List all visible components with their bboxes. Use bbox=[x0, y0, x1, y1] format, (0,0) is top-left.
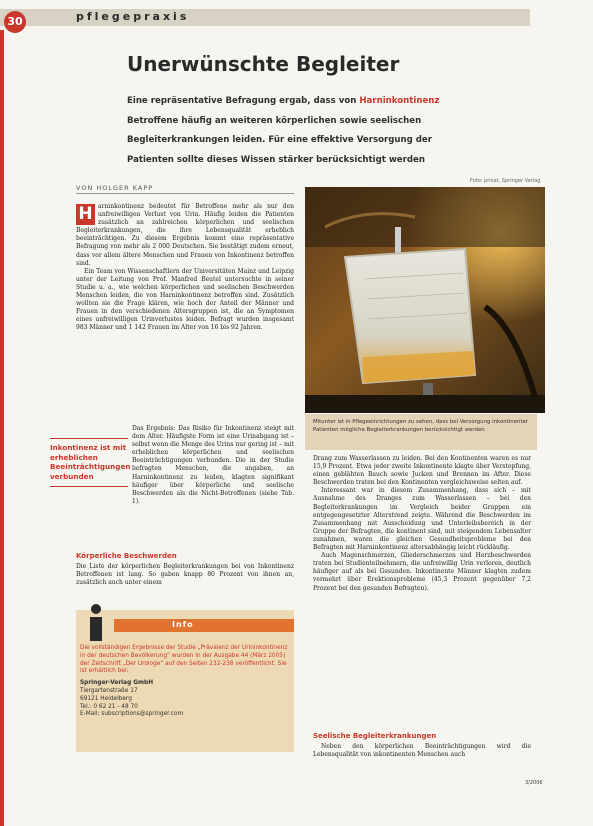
article-title: Unerwünschte Begleiter bbox=[127, 52, 400, 76]
info-phone: Tel.: 0 62 21 - 48 70 bbox=[80, 703, 138, 710]
info-title: Info bbox=[172, 620, 194, 629]
info-body bbox=[80, 645, 290, 719]
byline: VON HOLGER KAPP bbox=[76, 184, 154, 192]
info-street: Tiergartenstraße 17 bbox=[80, 687, 138, 694]
info-city: 69121 Heidelberg bbox=[80, 695, 132, 702]
issue-number: 3/2006 bbox=[525, 780, 543, 786]
paragraph-2: Ein Team von Wissenschaftlern der Universitäten Mainz und Leipzig unter der Leitung von Prof. Manfred Beutel untersuchte in seiner Studie u. a., wie welchen körperlichen und seelischen Beschwerden Menschen leiden, die von Harninkontinenz betroffen sind. Zusätzlich wollten sie die Frage klären, wie hoch der Anteil der Männer und Frauen in den verschiedenen Altersgruppen ist, die an Symptomen eines unfreiwilligen Urinverlustes leiden. Befragt wurden insgesamt 983 Männer und 1 142 Frauen im Alter von 16 bis 92 Jahren. bbox=[76, 267, 294, 332]
section-title: pflegepraxis bbox=[76, 10, 190, 23]
paragraph-5: Drang zum Wasserlassen zu leiden. Bei den Kontinenten waren es nur 15,9 Prozent. Etwa jeder zweite Inkontinente klagte über Verstopfung, einen geblähten Bauch sowie Jucken und Brennen im After. Diese Beschwerden traten bei den Kontinenten vergleichsweise selten auf. bbox=[313, 455, 531, 487]
info-header-bar bbox=[114, 619, 294, 632]
photo-credit: Foto: privat, Springer Verlag bbox=[470, 178, 541, 184]
lead-text-1: Eine repräsentative Befragung ergab, dass von bbox=[127, 96, 360, 106]
paragraph-7: Auch Magenschmerzen, Gliederschmerzen und Herzbeschwerden traten bei Studienteilnehmern, die unfreiwillig Urin verloren, deutlich häufiger auf als bei Gesunden. Inkontinente Männer klagten zudem vermehrt über Erektionsprobleme (45,3 Prozent gegenüber 7,2 Prozent bei den gesunden Befragten). bbox=[313, 552, 531, 592]
article-lead bbox=[127, 92, 472, 170]
info-email[interactable]: E-Mail: subscriptions@springer.com bbox=[80, 711, 184, 718]
pullquote: Inkontinenz ist mit erheblichen Beeinträchtigungen verbunden bbox=[50, 443, 131, 481]
lead-highlight: Harninkontinenz bbox=[359, 96, 440, 106]
column-1-end bbox=[76, 563, 294, 587]
paragraph-1: arninkontinenz bedeutet für Betroffene mehr als nur den unfreiwilligen Verlust von Urin. Häufig leiden die Patienten zusätzlich an zahlreichen körperlichen und seelischen Begleiterkrankungen, die ihre Lebensqualität erheblich beeinträchtigen. Zu diesem Ergebnis kommt eine repräsentative Befragung von mehr als 2 000 Deutschen. Sie bestätigt zudem erneut, dass vor allem ältere Menschen und Frauen von Inkontinenz betroffen sind. bbox=[76, 203, 294, 267]
subhead-koerperlich: Körperliche Beschwerden bbox=[76, 552, 177, 560]
info-text: Die vollständigen Ergebnisse der Studie „Prävalenz der Urininkontinenz in der deutschen Bevölkerung“ wurden in der Ausgabe 44 (März 2005) der Zeitschrift „Der Urologe“ auf den Seiten 232-238 veröffentlicht. Sie ist erhältlich bei: bbox=[80, 645, 288, 675]
column-1-intro bbox=[76, 203, 294, 333]
info-icon bbox=[84, 603, 108, 643]
byline-rule bbox=[76, 193, 294, 194]
pullquote-rule-top bbox=[50, 438, 128, 439]
column-2-end bbox=[313, 743, 531, 759]
column-1-narrow bbox=[132, 425, 294, 506]
paragraph-4: Die Liste der körperlichen Begleiterkrankungen bei von Inkontinenz Betroffenen ist lang. So gaben knapp 80 Prozent von ihnen an, zusätzlich auch unter einem bbox=[76, 563, 294, 587]
subhead-seelisch: Seelische Begleiterkrankungen bbox=[313, 732, 437, 740]
paragraph-3: Das Ergebnis: Das Risiko für Inkontinenz steigt mit dem Alter. Häufigste Form ist eine Urinabgang ist – selbst wenn die Menge des Urins nur gering ist – mit erheblichen körperlichen und seelischen Beeinträchtigungen verbunden. Die in der Studie befragten Menschen, die angaben, an Harninkontinenz zu leiden, klagten signifikant häufiger über körperliche und seelische Beschwerden als die Nicht-Betroffenen (siehe Tab. 1). bbox=[132, 425, 294, 505]
column-2 bbox=[313, 455, 531, 593]
accent-bar bbox=[0, 30, 4, 826]
pullquote-rule-bottom bbox=[50, 486, 128, 487]
article-photo bbox=[305, 187, 545, 413]
paragraph-8: Neben den körperlichen Beeinträchtigungen wird die Lebensqualität von inkontinenten Menschen auch bbox=[313, 743, 531, 759]
info-publisher: Springer-Verlag GmbH bbox=[80, 680, 154, 687]
dropcap: H bbox=[76, 204, 95, 225]
page-number: 30 bbox=[4, 11, 26, 33]
photo-caption: Mitunter ist in Pflegeeinrichtungen zu sehen, dass bei Versorgung inkontinenter Patienten mögliche Begleiterkrankungen berücksichtigt werden bbox=[305, 414, 537, 450]
paragraph-6: Interessant war in diesem Zusammenhang, dass sich – mit Ausnahme des Dranges zum Wasserlassen – bei den Begleiterkrankungen im Vergleich beider Gruppen ein entgegengesetzter Alterstrend zeigte. Während die Beschwerden im Zusammenhang mit Ausscheidung und Unterleibsbereich in der Gruppe der Befragten, die kontinent sind, mit steigendem Lebensalter zunahmen, waren die gleichen Gesundheitsprobleme bei den Befragten mit Harninkontinenz altersabhängig leicht rückläufig. bbox=[313, 487, 531, 552]
lead-text-2: Betroffene häufig an weiteren körperlichen sowie seelischen Begleiterkrankungen leiden. Für eine effektive Versorgung der Patienten sollte dieses Wissen stärker berücksichtigt werden bbox=[127, 115, 432, 165]
